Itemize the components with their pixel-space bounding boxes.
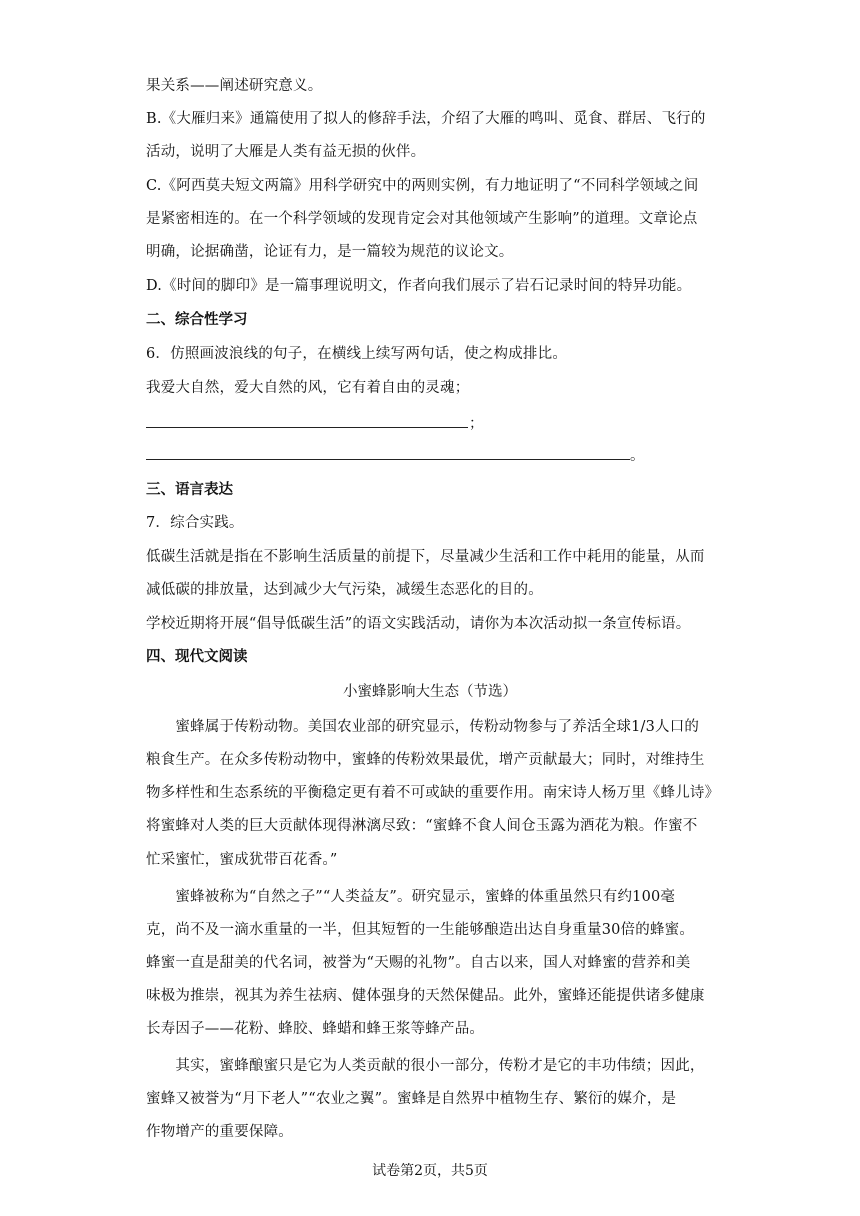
passage-line: 将蜜蜂对人类的巨大贡献体现得淋漓尽致：“蜜蜂不食人间仓玉露为酒花为粮。作蜜不 [146, 818, 698, 834]
page-footer: 试卷第2页，共5页 [372, 1163, 488, 1179]
option-c-line3: 明确，论据确凿，论证有力，是一篇较为规范的议论文。 [146, 244, 514, 260]
passage-line: 其实，蜜蜂酿蜜只是它为人类贡献的很小一部分，传粉才是它的丰功伟绩；因此， [146, 1058, 705, 1074]
context-line-1: 低碳生活就是指在不影响生活质量的前提下，尽量减少生活和工作中耗用的能量，从而 [146, 549, 705, 565]
passage-line: 忙采蜜忙，蜜成犹带百花香。” [146, 852, 338, 868]
section-heading-3: 三、语言表达 [146, 482, 233, 498]
question-6: 6．仿照画波浪线的句子，在横线上续写两句话，使之构成排比。 [146, 346, 568, 362]
blank1-punctuation: ； [469, 416, 484, 432]
passage-line: 蜜蜂又被誉为“月下老人”“农业之翼”。蜜蜂是自然界中植物生存、繁衍的媒介，是 [146, 1091, 677, 1107]
answer-blank-2[interactable] [146, 459, 630, 460]
option-b-line1: B.《大雁归来》通篇使用了拟人的修辞手法，介绍了大雁的鸣叫、觅食、群居、飞行的 [146, 111, 706, 127]
passage-line: 味极为推崇，视其为养生祛病、健体强身的天然保健品。此外，蜜蜂还能提供诸多健康 [146, 988, 705, 1004]
passage-line: 蜜蜂被称为“自然之子”“人类益友”。研究显示，蜜蜂的体重虽然只有约100毫 [146, 889, 676, 905]
question-7: 7．综合实践。 [146, 515, 244, 531]
passage-line: 长寿因子——花粉、蜂胶、蜂蜡和蜂王浆等蜂产品。 [146, 1021, 485, 1037]
passage-title: 小蜜蜂影响大生态（节选） [343, 684, 517, 700]
passage-line: 粮食生产。在众多传粉动物中，蜜蜂的传粉效果最优，增产贡献最大；同时，对维持生 [146, 752, 705, 768]
option-b-line2: 活动，说明了大雁是人类有益无损的伙伴。 [146, 144, 426, 160]
passage-line: 物多样性和生态系统的平衡稳定更有着不可或缺的重要作用。南宋诗人杨万里《蜂儿诗》 [146, 785, 720, 801]
option-d-line1: D.《时间的脚印》是一篇事理说明文，作者向我们展示了岩石记录时间的特异功能。 [146, 278, 692, 294]
example-sentence: 我爱大自然，爱大自然的风，它有着自由的灵魂； [146, 380, 470, 396]
section-heading-4: 四、现代文阅读 [146, 649, 248, 665]
passage-line: 作物增产的重要保障。 [146, 1124, 293, 1140]
passage-line: 蜜蜂属于传粉动物。美国农业部的研究显示，传粉动物参与了养活全球1/3人口的 [146, 719, 700, 735]
passage-line: 蜂蜜一直是甜美的代名词，被誉为“天赐的礼物”。自古以来，国人对蜂蜜的营养和美 [146, 955, 691, 971]
blank2-punctuation: 。 [630, 448, 645, 464]
passage-line: 克，尚不及一滴水重量的一半，但其短暂的一生能够酿造出达自身重量30倍的蜂蜜。 [146, 922, 695, 938]
option-a-tail: 果关系——阐述研究意义。 [146, 78, 323, 94]
option-c-line1: C.《阿西莫夫短文两篇》用科学研究中的两则实例，有力地证明了“不同科学领域之间 [146, 178, 699, 194]
context-line-3: 学校近期将开展“倡导低碳生活”的语文实践活动，请你为本次活动拟一条宣传标语。 [146, 616, 691, 632]
context-line-2: 减低碳的排放量，达到减少大气污染，减缓生态恶化的目的。 [146, 582, 543, 598]
section-heading-2: 二、综合性学习 [146, 312, 248, 328]
option-c-line2: 是紧密相连的。在一个科学领域的发现肯定会对其他领域产生影响”的道理。文章论点 [146, 211, 698, 227]
answer-blank-1[interactable] [146, 427, 468, 428]
